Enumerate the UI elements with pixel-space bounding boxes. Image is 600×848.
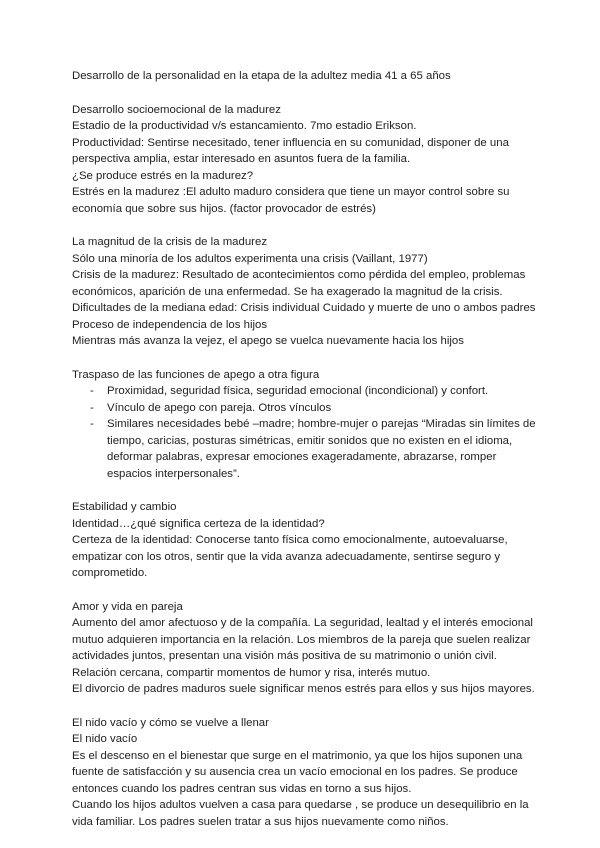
- paragraph: Certeza de la identidad: Conocerse tanto física como emocionalmente, autoevaluarse, empatizar con los otros, sentir que la vida avanza adecuadamente, sentirse seguro y comprometido.: [72, 534, 508, 579]
- paragraph: Estadio de la productividad v/s estancamiento. 7mo estadio Erikson.: [72, 120, 417, 132]
- section-heading: Estabilidad y cambio: [72, 501, 177, 513]
- section-empty-nest: [72, 715, 540, 831]
- section-socioemotional: [72, 102, 540, 218]
- paragraph: El divorcio de padres maduros suele significar menos estrés para ellos y sus hijos mayores.: [72, 683, 535, 695]
- paragraph: Dificultades de la mediana edad: Crisis individual Cuidado y muerte de uno o ambos padres: [72, 302, 536, 314]
- bullet-list: [72, 383, 540, 482]
- paragraph: Cuando los hijos adultos vuelven a casa para quedarse , se produce un desequilibrio en la vida familiar. Los padres suelen tratar a sus hijos nuevamente como niños.: [72, 799, 529, 828]
- paragraph: El nido vacío: [72, 733, 138, 745]
- list-item: - Proximidad, seguridad física, seguridad emocional (incondicional) y confort.: [72, 383, 540, 400]
- paragraph: Es el descenso en el bienestar que surge en el matrimonio, ya que los hijos suponen una fuente de satisfacción y su ausencia crea un vacío emocional en los padres. Se produce entonces cuando los padres centran sus vidas en torno a sus hijos.: [72, 749, 523, 795]
- list-item: - Similares necesidades bebé –madre; hombre-mujer o parejas “Miradas sin límites de tiempo, caricias, posturas simétricas, emitir sonidos que no existen en el idioma, deformar palabras, expresar emociones exageradamente, abrazarse, romper espacios interpersonales”.: [72, 416, 540, 482]
- paragraph: ¿Se produce estrés en la madurez?: [72, 169, 254, 182]
- paragraph: Productividad: Sentirse necesitado, tener influencia en su comunidad, disponer de una perspectiva amplia, estar interesado en asuntos fuera de la familia.: [72, 136, 509, 165]
- section-heading: Desarrollo socioemocional de la madurez: [72, 103, 281, 116]
- section-heading: La magnitud de la crisis de la madurez: [72, 236, 268, 248]
- paragraph: Identidad…¿qué significa certeza de la identidad?: [72, 517, 325, 530]
- paragraph: Crisis de la madurez: Resultado de acontecimientos como pérdida del empleo, problemas económicos, aparición de una enfermedad. Se ha exagerado la magnitud de la crisis.: [72, 269, 526, 298]
- paragraph: Proceso de independencia de los hijos: [72, 318, 268, 331]
- section-heading: Amor y vida en pareja: [72, 600, 183, 613]
- section-stability: [72, 499, 540, 582]
- section-crisis: [72, 234, 540, 350]
- section-heading: Traspaso de las funciones de apego a otra figura: [72, 368, 320, 381]
- paragraph: Sólo una minoría de los adultos experimenta una crisis (Vaillant, 1977): [72, 252, 428, 265]
- document-title: Desarrollo de la personalidad en la etapa de la adultez media 41 a 65 años: [72, 70, 451, 82]
- section-attachment: [72, 367, 540, 483]
- paragraph: Relación cercana, compartir momentos de humor y risa, interés mutuo.: [72, 666, 431, 679]
- list-item: - Vínculo de apego con pareja. Otros vínculos: [72, 400, 540, 417]
- paragraph: Mientras más avanza la vejez, el apego se vuelca nuevamente hacia los hijos: [72, 335, 464, 347]
- paragraph: Estrés en la madurez :El adulto maduro considera que tiene un mayor control sobre su economía que sobre sus hijos. (factor provocador de estrés): [72, 186, 510, 215]
- section-love: [72, 599, 540, 698]
- section-heading: El nido vacío y cómo se vuelve a llenar: [72, 716, 269, 729]
- paragraph: Aumento del amor afectuoso y de la compañía. La seguridad, lealtad y el interés emocional mutuo adquieren importancia en la relación. Los miembros de la pareja que suelen realizar actividades juntos, presentan una visión más positiva de su matrimonio o unión civil.: [72, 617, 533, 662]
